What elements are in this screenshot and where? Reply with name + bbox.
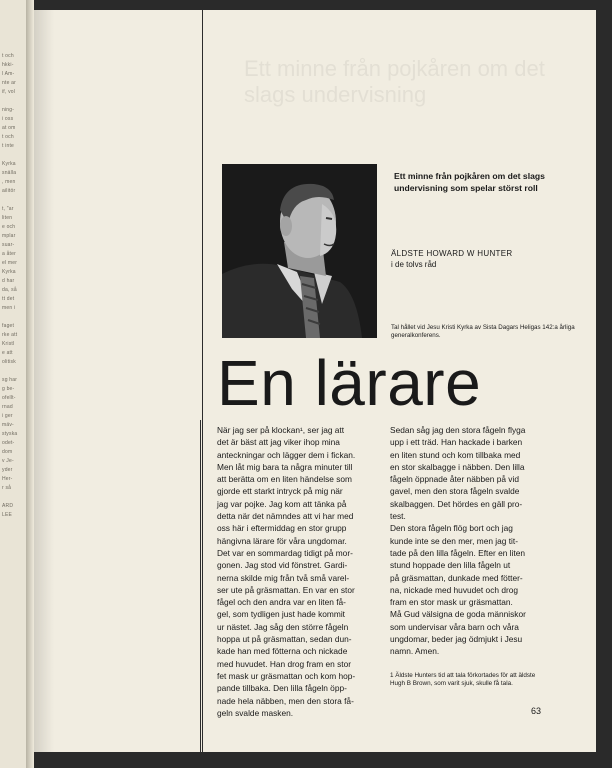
body-line: jag var pojke. Jag kom att tänka på	[217, 498, 347, 509]
body-line: att berätta om en liten händelse som	[217, 474, 352, 485]
portrait-image	[222, 164, 377, 338]
body-line: nade hela näbben, men den stora få-	[217, 695, 354, 706]
body-column-2	[390, 424, 557, 658]
body-line: gavel, men den stora fågeln svalde	[390, 486, 520, 497]
body-column-1	[217, 424, 377, 719]
body-line: en liten stund och kom tillbaka med	[390, 449, 521, 460]
body-line: När jag ser på klockan¹, ser jag att	[217, 425, 345, 435]
body-line: hängivna lärare för våra ungdomar.	[217, 535, 347, 546]
body-line: anteckningar och lägger dem i fickan.	[217, 449, 356, 460]
body-line: hoppa ut på gräsmattan, sedan dun-	[217, 634, 352, 645]
article-subtitle: Ett minne från pojkåren om det slags undervisning som spelar störst roll	[394, 171, 545, 193]
body-line: med huvudet. Han drog fram en stor	[217, 658, 352, 669]
body-line: på gräsmattan, dunkade med fötter-	[390, 572, 523, 583]
page-number: 63	[531, 706, 542, 716]
body-line: Det var en sommardag tidigt på mor-	[217, 547, 353, 558]
body-line: som undervisar våra barn och våra	[390, 621, 519, 632]
page-shadow	[34, 10, 54, 752]
author-block	[391, 248, 591, 270]
body-line: gel, som tydligen just hade kommit	[217, 609, 345, 620]
body-line: Men låt mig bara ta några minuter till	[217, 461, 353, 472]
body-line: geln svalde masken.	[217, 707, 294, 718]
body-line: det är bäst att jag viker ihop mina	[217, 437, 340, 448]
talk-caption: Tal hållet vid Jesu Kristi Kyrka av Sista Dagars Heligas 142:a årliga generalkonferens.	[391, 324, 575, 339]
body-line: ser ute på gräsmattan. En var en stor	[217, 584, 355, 595]
body-line: upp i ett träd. Han hackade i barken	[390, 437, 523, 448]
body-line: na, nickade med huvudet och drog	[390, 584, 519, 595]
body-line: ur nästet. Jag såg den större fågeln	[217, 621, 349, 632]
body-line: detta när det nämndes att vi har med	[217, 511, 354, 522]
body-line: Den stora fågeln flög bort och jag	[390, 523, 513, 534]
body-line: fågel och den andra var en liten få-	[217, 597, 346, 608]
body-line: stund hoppade den lilla fågeln ut	[390, 560, 511, 571]
binding-gutter	[26, 0, 34, 768]
show-through-text: Ett minne från pojkåren om det slags undervisning	[244, 56, 545, 107]
body-line: oss här i eftermiddag en stor grupp	[217, 523, 347, 534]
column-rule	[200, 420, 201, 752]
author-portrait	[222, 164, 377, 338]
body-line: kade han med fötterna och nickade	[217, 646, 348, 657]
body-line: gjorde ett starkt intryck på mig när	[217, 486, 343, 497]
body-line: test.	[390, 511, 406, 522]
fold-line	[202, 10, 203, 752]
body-line: tade på den lilla fågeln. Efter en liten	[390, 547, 525, 558]
body-line: pande tillbaka. Den lilla fågeln öpp-	[217, 683, 347, 694]
body-line: Sedan såg jag den stora fågeln flyga	[390, 425, 526, 435]
adjacent-page-edge	[0, 0, 26, 768]
body-line: ungdomar, beder jag ödmjukt i Jesu	[390, 634, 523, 645]
body-line: Må Gud välsigna de goda människor	[390, 609, 526, 620]
body-line: fram en stor mask ur gräsmattan.	[390, 597, 513, 608]
body-line: en stor skalbagge i näbben. Den lilla	[390, 461, 525, 472]
body-line: gonen. Jag stod vid fönstret. Gardi-	[217, 560, 348, 571]
body-line: fågeln öppnade åter näbben på vid	[390, 474, 519, 485]
adjacent-page-text: t och hkki- l Am- nte ar if, vol ning- i oss at om t och t inte Kyrka snälla , men ailitör t, "ar liten e och mplar suar- a åter el mer Kyrka d har da, så tt det men i faget rke att Kristl e att olitisk sg har g be- ofellt- rnad i ger mäv- styska odet- dom v Je- yder Her- r så ARD LEE	[2, 53, 18, 518]
article-headline: En lärare	[217, 347, 482, 419]
body-line: namn. Amen.	[390, 646, 440, 657]
author-role: i de tolvs råd	[391, 260, 437, 269]
magazine-page	[34, 10, 596, 752]
body-line: kunde inte se den mer, men jag tit-	[390, 535, 519, 546]
author-name: ÄLDSTE HOWARD W HUNTER	[391, 249, 513, 258]
body-line: fet mask ur gräsmattan och kom hop-	[217, 670, 356, 681]
body-line: skalbaggen. Det hördes en gäll pro-	[390, 498, 523, 509]
body-line: nerna skilde mig från två små varel-	[217, 572, 350, 583]
footnote: 1 Äldste Hunters tid att tala förkortades för att äldste Hugh B Brown, som varit sjuk, skulle få tala.	[390, 672, 536, 687]
scan-border	[596, 0, 612, 768]
